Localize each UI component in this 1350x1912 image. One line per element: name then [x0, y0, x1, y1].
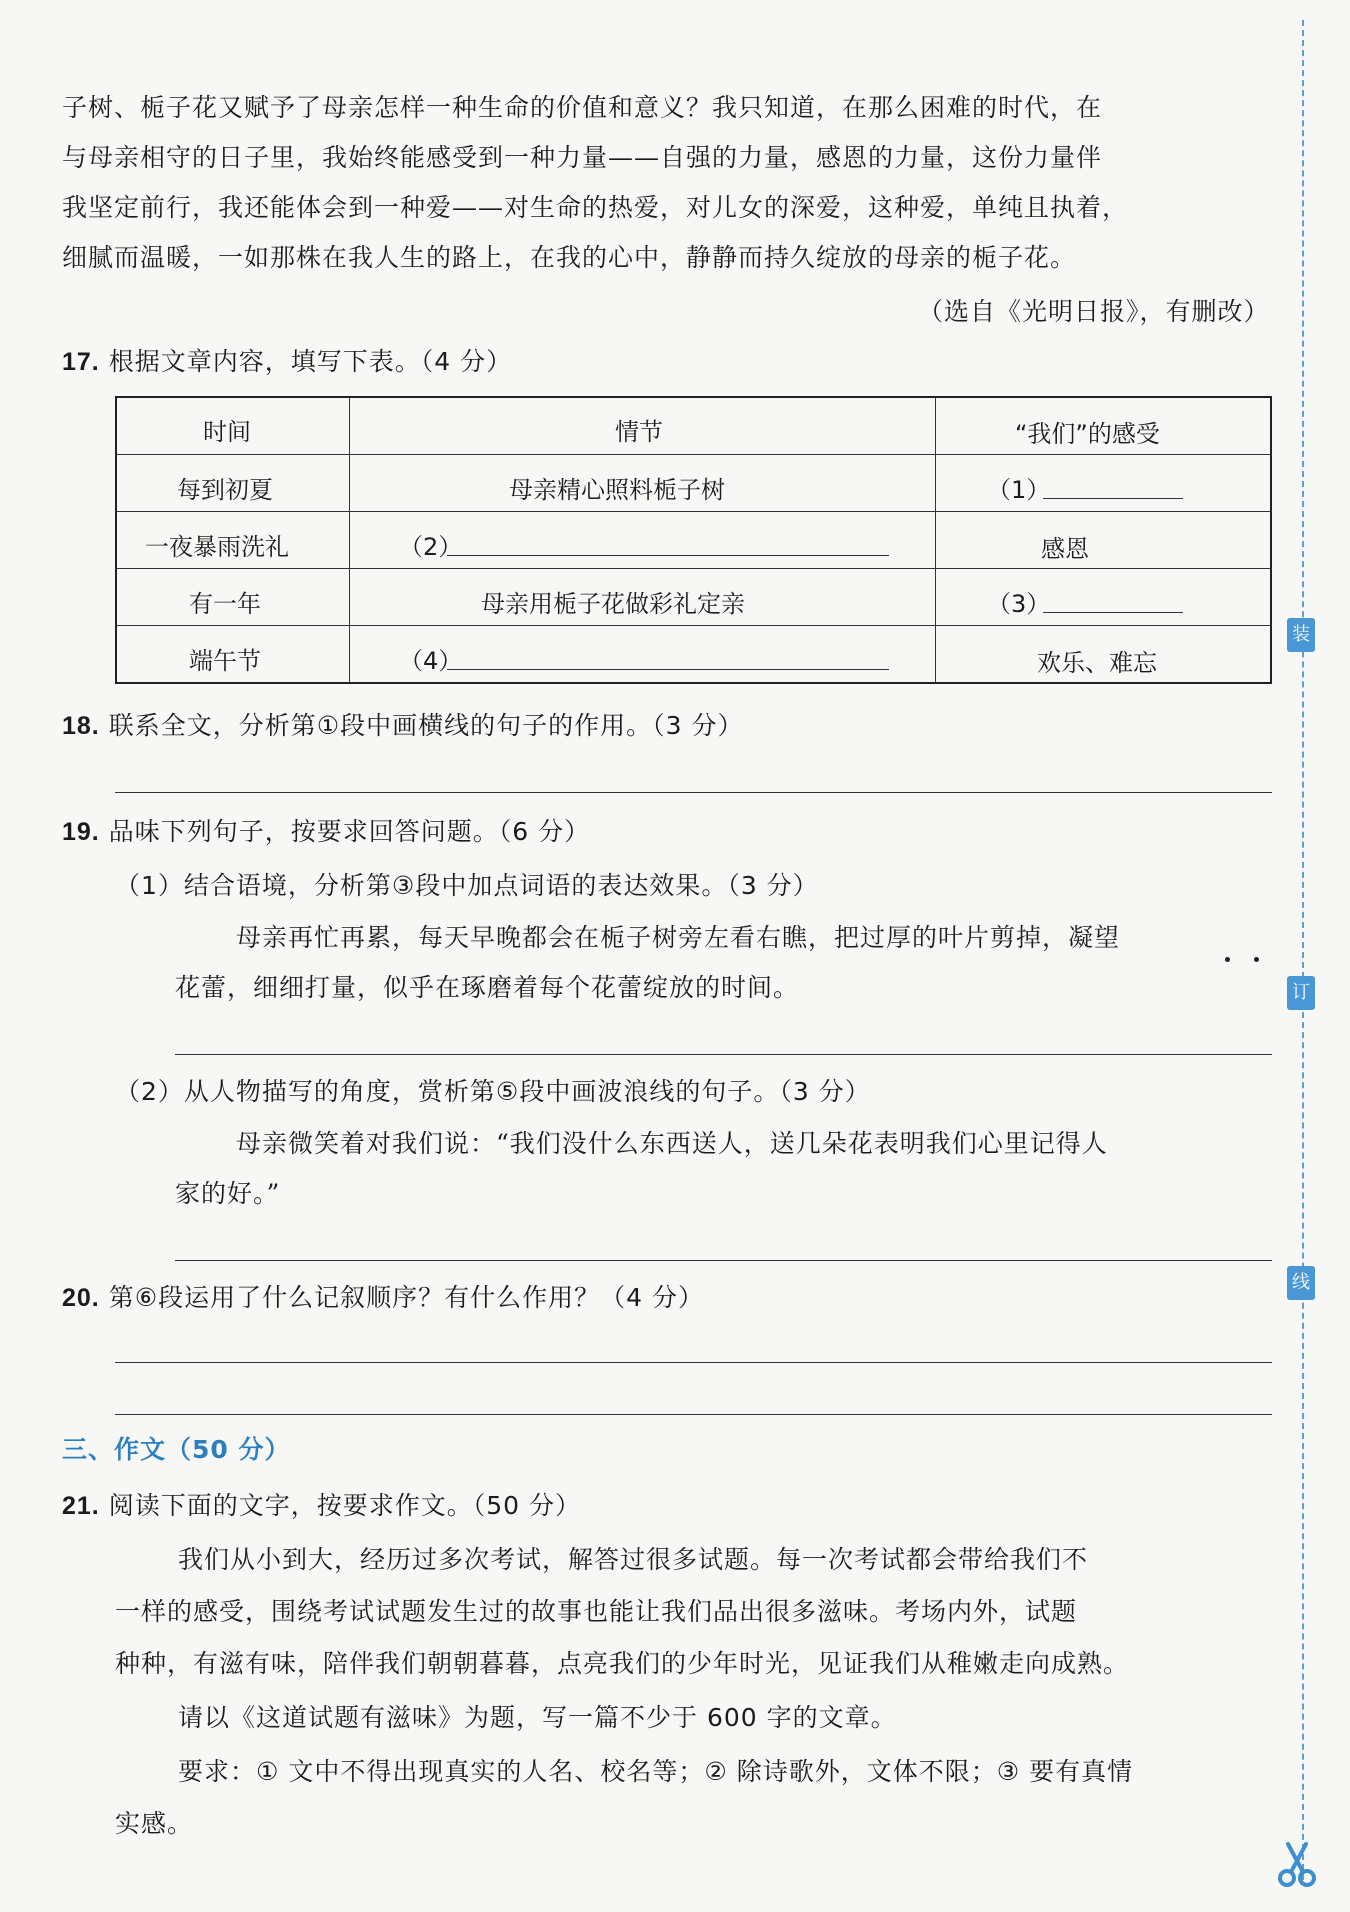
essay-prompt-line-2: 一样的感受，围绕考试试题发生过的故事也能让我们品出很多滋味。考场内外，试题 [115, 1597, 1078, 1626]
question-text: 根据文章内容，填写下表。（4 分） [108, 347, 513, 376]
table-cell-feeling: 感恩 [1041, 535, 1089, 563]
question-20 [62, 1278, 704, 1314]
passage-source: （选自《光明日报》，有删改） [918, 297, 1270, 326]
cut-mark: 订 [1287, 976, 1315, 1010]
answer-line[interactable] [115, 792, 1272, 793]
scissors-icon [1272, 1840, 1322, 1890]
answer-line[interactable] [115, 1414, 1272, 1415]
question-text: 第⑥段运用了什么记叙顺序？有什么作用？（4 分） [108, 1283, 704, 1312]
question-number: 19. [62, 818, 100, 846]
table-cell-feeling: （1） [987, 476, 1051, 504]
table-cell-time: 端午节 [189, 647, 261, 675]
quote-2-line-2: 家的好。” [175, 1179, 281, 1208]
table-header-time: 时间 [203, 418, 251, 446]
question-text: 阅读下面的文字，按要求作文。（50 分） [108, 1491, 581, 1520]
table-cell-plot: （2） [399, 533, 463, 561]
answer-line[interactable] [115, 1362, 1272, 1363]
table-cell-feeling: （3） [987, 590, 1051, 618]
cut-line [1302, 20, 1304, 1880]
sub-question-1: （1）结合语境，分析第③段中加点词语的表达效果。（3 分） [115, 871, 819, 900]
section-title: 三、作文（50 分） [62, 1435, 291, 1464]
question-text: 品味下列句子，按要求回答问题。（6 分） [108, 817, 591, 846]
answer-blank-3[interactable] [1043, 612, 1183, 613]
passage-line-1: 子树、栀子花又赋予了母亲怎样一种生命的价值和意义？我只知道，在那么困难的时代，在 [62, 93, 1103, 122]
cut-mark: 装 [1287, 618, 1315, 652]
question-18 [62, 706, 744, 742]
cut-mark: 线 [1287, 1266, 1315, 1300]
table-cell-plot: （4） [399, 647, 463, 675]
answer-blank-2[interactable] [447, 555, 889, 556]
question-21 [62, 1486, 581, 1522]
answer-blank-4[interactable] [447, 669, 889, 670]
question-number: 17. [62, 348, 100, 376]
table-cell-time: 一夜暴雨洗礼 [145, 533, 289, 561]
table-cell-time: 有一年 [189, 590, 261, 618]
quote-2-line-1: 母亲微笑着对我们说：“我们没什么东西送人，送几朵花表明我们心里记得人 [236, 1129, 1108, 1158]
essay-requirements-line-2: 实感。 [115, 1809, 194, 1838]
table-cell-plot: 母亲精心照料栀子树 [509, 476, 725, 504]
quote-1-line-2: 花蕾，细细打量，似乎在琢磨着每个花蕾绽放的时间。 [175, 973, 800, 1002]
sub-question-2: （2）从人物描写的角度，赏析第⑤段中画波浪线的句子。（3 分） [115, 1077, 871, 1106]
answer-blank-1[interactable] [1043, 498, 1183, 499]
quote-1-line-1: 母亲再忙再累，每天早晚都会在栀子树旁左看右瞧，把过厚的叶片剪掉，凝望 [236, 923, 1121, 952]
table-cell-feeling: 欢乐、难忘 [1037, 649, 1157, 677]
essay-prompt-line-3: 种种，有滋有味，陪伴我们朝朝暮暮，点亮我们的少年时光，见证我们从稚嫩走向成熟。 [115, 1649, 1130, 1678]
essay-requirements-line-1: 要求：① 文中不得出现真实的人名、校名等；② 除诗歌外，文体不限；③ 要有真情 [178, 1757, 1134, 1786]
question-text: 联系全文，分析第①段中画横线的句子的作用。（3 分） [108, 711, 744, 740]
table-header-plot: 情节 [615, 418, 663, 446]
table-cell-time: 每到初夏 [177, 476, 273, 504]
table-header-feeling: “我们”的感受 [1015, 420, 1160, 448]
question-19 [62, 812, 590, 848]
passage-line-3: 我坚定前行，我还能体会到一种爱——对生命的热爱，对儿女的深爱，这种爱，单纯且执着， [62, 193, 1129, 222]
question-number: 18. [62, 712, 100, 740]
answer-line[interactable] [175, 1260, 1272, 1261]
passage-line-2: 与母亲相守的日子里，我始终能感受到一种力量——自强的力量，感恩的力量，这份力量伴 [62, 143, 1103, 172]
question-number: 21. [62, 1492, 100, 1520]
essay-prompt-line-1: 我们从小到大，经历过多次考试，解答过很多试题。每一次考试都会带给我们不 [178, 1545, 1089, 1574]
essay-title-instruction: 请以《这道试题有滋味》为题，写一篇不少于 600 字的文章。 [178, 1703, 897, 1732]
passage-line-4: 细腻而温暖，一如那株在我人生的路上，在我的心中，静静而持久绽放的母亲的栀子花。 [62, 243, 1077, 272]
question-number: 20. [62, 1284, 100, 1312]
question-17 [62, 342, 512, 378]
answer-table [115, 396, 1272, 684]
answer-line[interactable] [175, 1054, 1272, 1055]
table-cell-plot: 母亲用栀子花做彩礼定亲 [481, 590, 745, 618]
